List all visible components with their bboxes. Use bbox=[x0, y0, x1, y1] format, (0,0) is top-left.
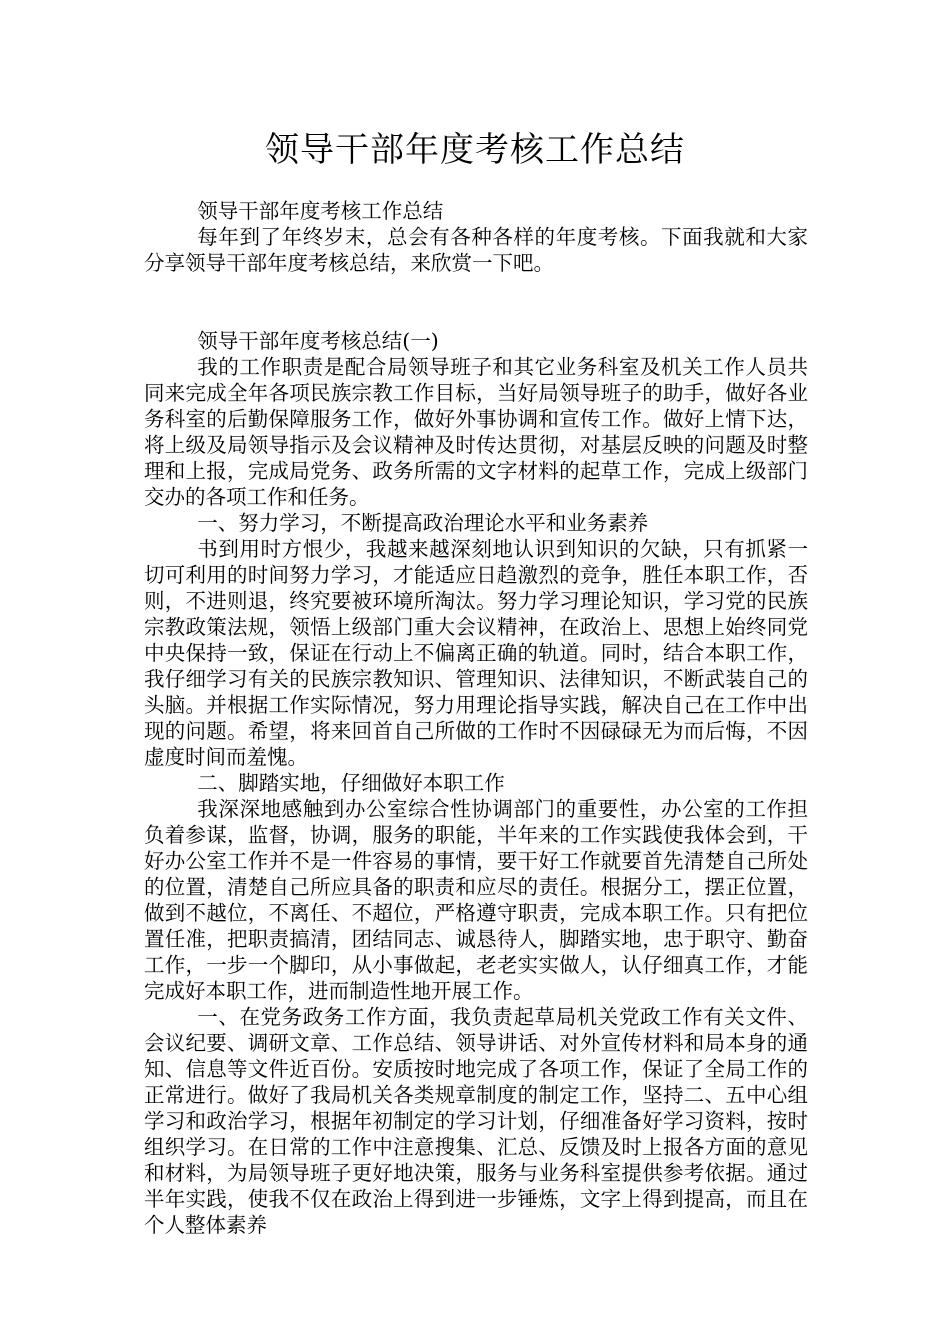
section-heading-summary-one: 领导干部年度考核总结(一) bbox=[197, 329, 439, 353]
paragraph-heading: 领导干部年度考核工作总结 bbox=[197, 199, 444, 223]
paragraph-study: 书到用时方恨少，我越来越深刻地认识到知识的欠缺，只有抓紧一切可利用的时间努力学习，才能适应日趋激烈的竞争，胜任本职工作，否则，不进则退，终究要被环境所淘汰。努力学习理论知识，学习党的民族宗教政策法规，领悟上级部门重大会议精神，在政治上、思想上始终同党中央保持一致，保证在行动上不偏离正确的轨道。同时，结合本职工作，我仔细学习有关的民族宗教知识、管理知识、法律知识，不断武装自己的头脑。并根据工作实际情况，努力用理论指导实践，解决自己在工作中出现的问题。希望，将来回首自己所做的工作时不因碌碌无为而后悔，不因虚度时间而羞愧。 bbox=[144, 537, 808, 769]
section-heading-study: 一、努力学习，不断提高政治理论水平和业务素养 bbox=[197, 511, 649, 535]
section-heading-duty: 二、脚踏实地，仔细做好本职工作 bbox=[197, 771, 505, 795]
document-title: 领导干部年度考核工作总结 bbox=[265, 130, 685, 170]
paragraph-duties: 我的工作职责是配合局领导班子和其它业务科室及机关工作人员共同来完成全年各项民族宗教工作目标，当好局领导班子的助手，做好各业务科室的后勤保障服务工作，做好外事协调和宣传工作。做好上情下达，将上级及局领导指示及会议精神及时传达贯彻，对基层反映的问题及时整理和上报，完成局党务、政务所需的文字材料的起草工作，完成上级部门交办的各项工作和任务。 bbox=[144, 355, 808, 509]
paragraph-office-work: 我深深地感触到办公室综合性协调部门的重要性，办公室的工作担负着参谋，监督，协调，服务的职能，半年来的工作实践使我体会到，干好办公室工作并不是一件容易的事情，要干好工作就要首先清楚自己所处的位置，清楚自己所应具备的职责和应尽的责任。根据分工，摆正位置，做到不越位，不离任、不超位，严格遵守职责，完成本职工作。只有把位置任准，把职责搞清，团结同志、诚恳待人，脚踏实地，忠于职守、勤奋工作，一步一个脚印，从小事做起，老老实实做人，认仔细真工作，才能完成好本职工作，进而制造性地开展工作。 bbox=[144, 797, 808, 1003]
document-body bbox=[144, 198, 808, 1238]
paragraph-party-affairs: 一、在党务政务工作方面，我负责起草局机关党政工作有关文件、会议纪要、调研文章、工作总结、领导讲话、对外宣传材料和局本身的通知、信息等文件近百份。安质按时地完成了各项工作，保证了全局工作的正常进行。做好了我局机关各类规章制度的制定工作，坚持二、五中心组学习和政治学习，根据年初制定的学习计划，仔细准备好学习资料，按时组织学习。在日常的工作中注意搜集、汇总、反馈及时上报各方面的意见和材料，为局领导班子更好地决策，服务与业务科室提供参考依据。通过半年实践，使我不仅在政治上得到进一步锤炼，文字上得到提高，而且在个人整体素养 bbox=[144, 1005, 808, 1237]
paragraph-intro: 每年到了年终岁末，总会有各种各样的年度考核。下面我就和大家分享领导干部年度考核总结，来欣赏一下吧。 bbox=[144, 225, 808, 275]
blank-spacer bbox=[144, 276, 808, 328]
